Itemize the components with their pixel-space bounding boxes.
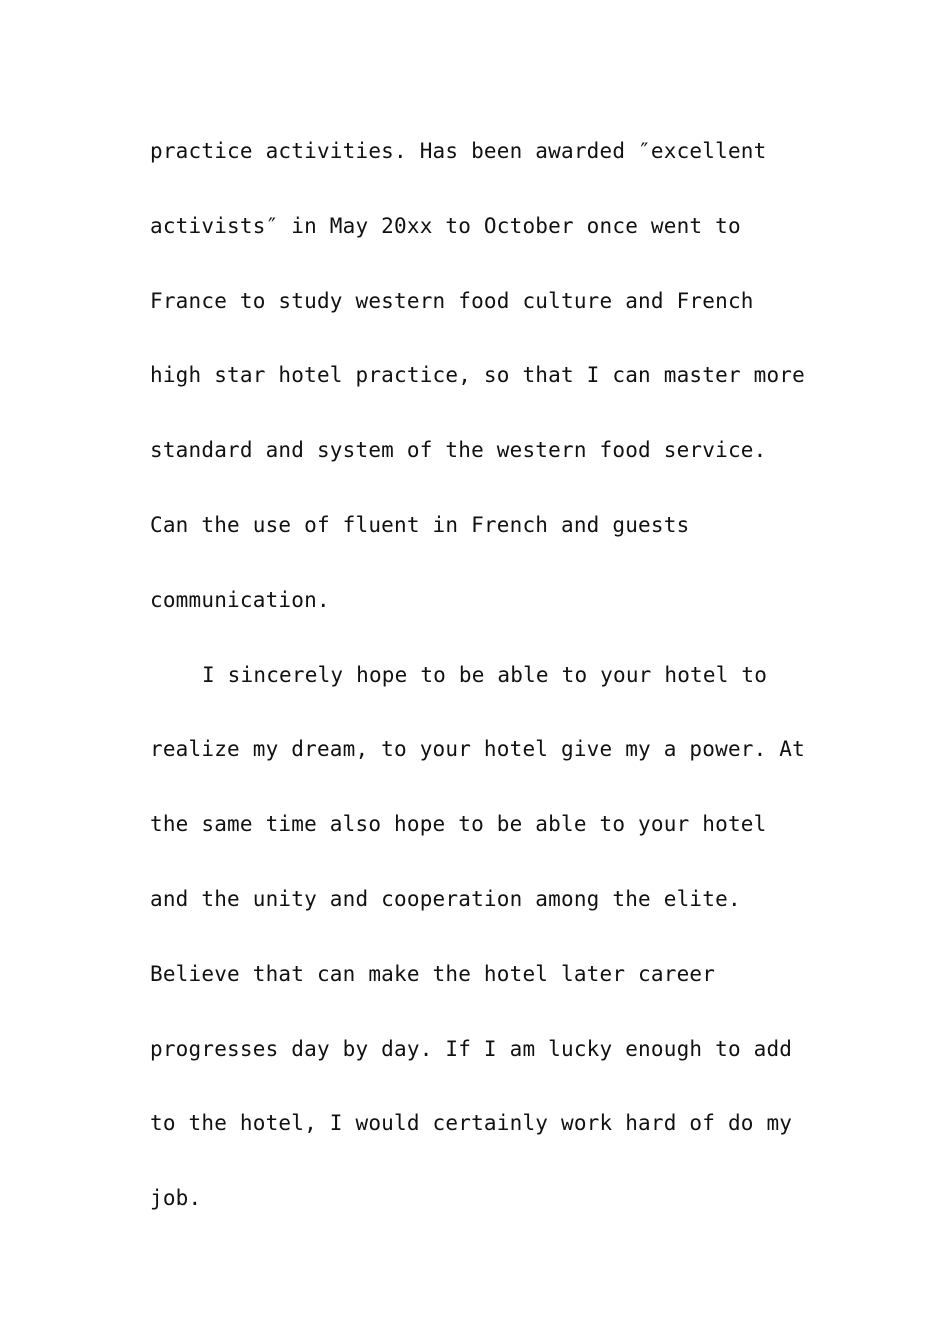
text-line: job. [150, 1186, 202, 1211]
text-line: standard and system of the western food service. [150, 438, 767, 463]
paragraph-1 [150, 114, 810, 638]
text-line: progresses day by day. If I am lucky enough to add [150, 1036, 793, 1061]
text-line: high star hotel practice, so that I can master more [150, 363, 805, 388]
text-line: France to study western food culture and French [150, 288, 754, 313]
body-text [150, 114, 810, 1236]
text-line: activists″ in May 20xx to October once went to [150, 213, 741, 238]
text-line: communication. [150, 587, 330, 612]
text-line: realize my dream, to your hotel give my a power. At [150, 737, 805, 762]
text-line: the same time also hope to be able to your hotel [150, 812, 767, 837]
text-line: Believe that can make the hotel later career [150, 961, 716, 986]
text-line: and the unity and cooperation among the elite. [150, 886, 741, 911]
text-line: practice activities. Has been awarded ″excellent [150, 139, 767, 163]
text-line: to the hotel, I would certainly work hard of do my [150, 1111, 793, 1136]
text-line: Can the use of fluent in French and guests [150, 512, 690, 537]
text-line: I sincerely hope to be able to your hotel to [202, 662, 768, 687]
paragraph-2 [150, 638, 810, 1236]
